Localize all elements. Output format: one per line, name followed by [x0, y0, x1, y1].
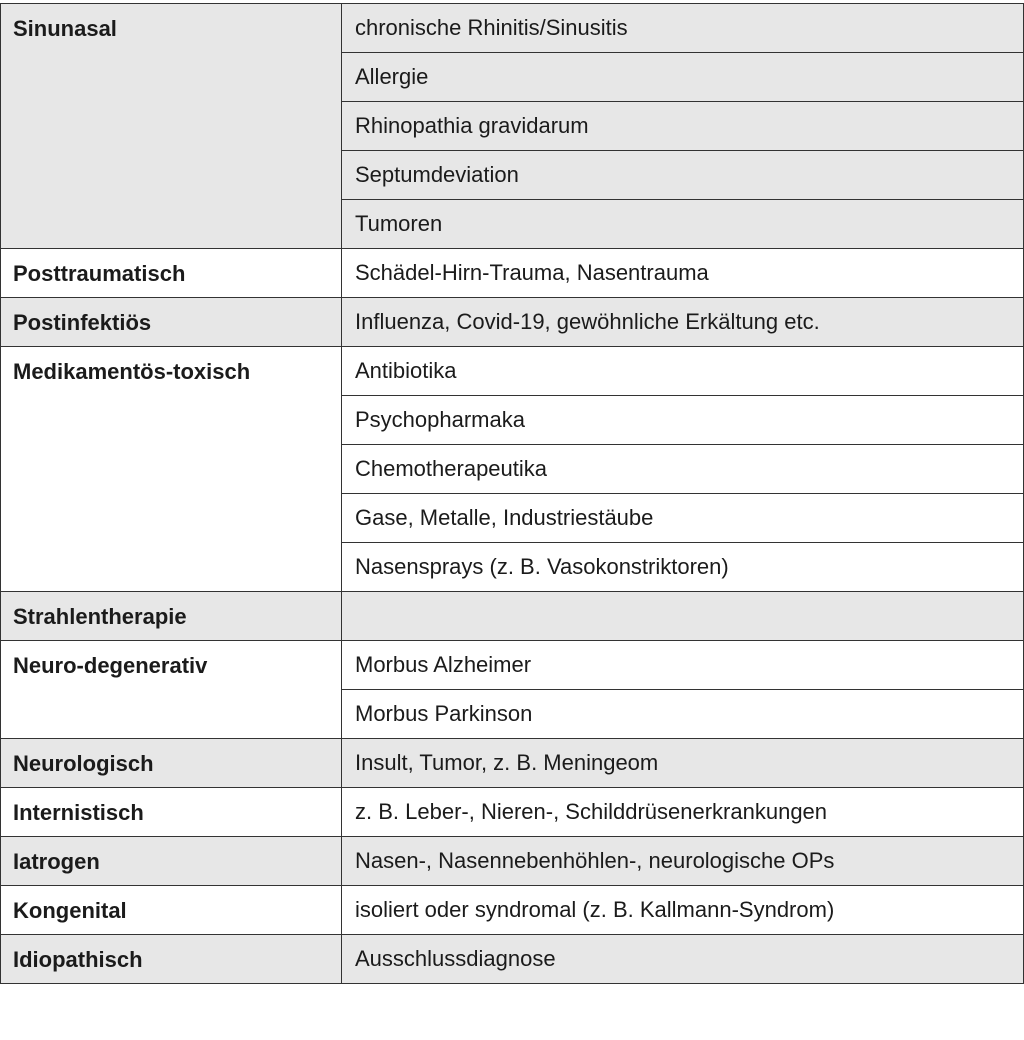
detail-cell: Tumoren — [342, 200, 1024, 249]
detail-cell: Septumdeviation — [342, 151, 1024, 200]
detail-cell: Nasen-, Nasennebenhöhlen-, neurologische OPs — [342, 837, 1024, 886]
detail-cell: z. B. Leber-, Nieren-, Schilddrüsenerkrankungen — [342, 788, 1024, 837]
causes-table — [0, 3, 1024, 984]
category-cell: Postinfektiös — [1, 298, 342, 347]
table-row — [1, 298, 1024, 347]
detail-cell: isoliert oder syndromal (z. B. Kallmann-Syndrom) — [342, 886, 1024, 935]
detail-cell: Rhinopathia gravidarum — [342, 102, 1024, 151]
category-cell: Strahlentherapie — [1, 592, 342, 641]
detail-cell — [342, 592, 1024, 641]
detail-cell: Chemotherapeutika — [342, 445, 1024, 494]
table-row — [1, 739, 1024, 788]
table-row — [1, 347, 1024, 396]
table-row — [1, 4, 1024, 53]
detail-cell: Influenza, Covid-19, gewöhnliche Erkältung etc. — [342, 298, 1024, 347]
detail-cell: Antibiotika — [342, 347, 1024, 396]
table-row — [1, 837, 1024, 886]
table-row — [1, 886, 1024, 935]
category-cell: Posttraumatisch — [1, 249, 342, 298]
table-row — [1, 641, 1024, 690]
detail-cell: Nasensprays (z. B. Vasokonstriktoren) — [342, 543, 1024, 592]
category-cell: Kongenital — [1, 886, 342, 935]
table-row — [1, 592, 1024, 641]
detail-cell: Allergie — [342, 53, 1024, 102]
category-cell: Idiopathisch — [1, 935, 342, 984]
table-row — [1, 249, 1024, 298]
detail-cell: Morbus Alzheimer — [342, 641, 1024, 690]
detail-cell: chronische Rhinitis/Sinusitis — [342, 4, 1024, 53]
category-cell: Internistisch — [1, 788, 342, 837]
category-cell: Iatrogen — [1, 837, 342, 886]
detail-cell: Psychopharmaka — [342, 396, 1024, 445]
detail-cell: Schädel-Hirn-Trauma, Nasentrauma — [342, 249, 1024, 298]
causes-table-body — [1, 4, 1024, 984]
detail-cell: Morbus Parkinson — [342, 690, 1024, 739]
category-cell: Neurologisch — [1, 739, 342, 788]
detail-cell: Gase, Metalle, Industriestäube — [342, 494, 1024, 543]
category-cell: Medikamentös-toxisch — [1, 347, 342, 592]
table-row — [1, 788, 1024, 837]
category-cell: Neuro-degenerativ — [1, 641, 342, 739]
category-cell: Sinunasal — [1, 4, 342, 249]
table-row — [1, 935, 1024, 984]
detail-cell: Insult, Tumor, z. B. Meningeom — [342, 739, 1024, 788]
detail-cell: Ausschlussdiagnose — [342, 935, 1024, 984]
